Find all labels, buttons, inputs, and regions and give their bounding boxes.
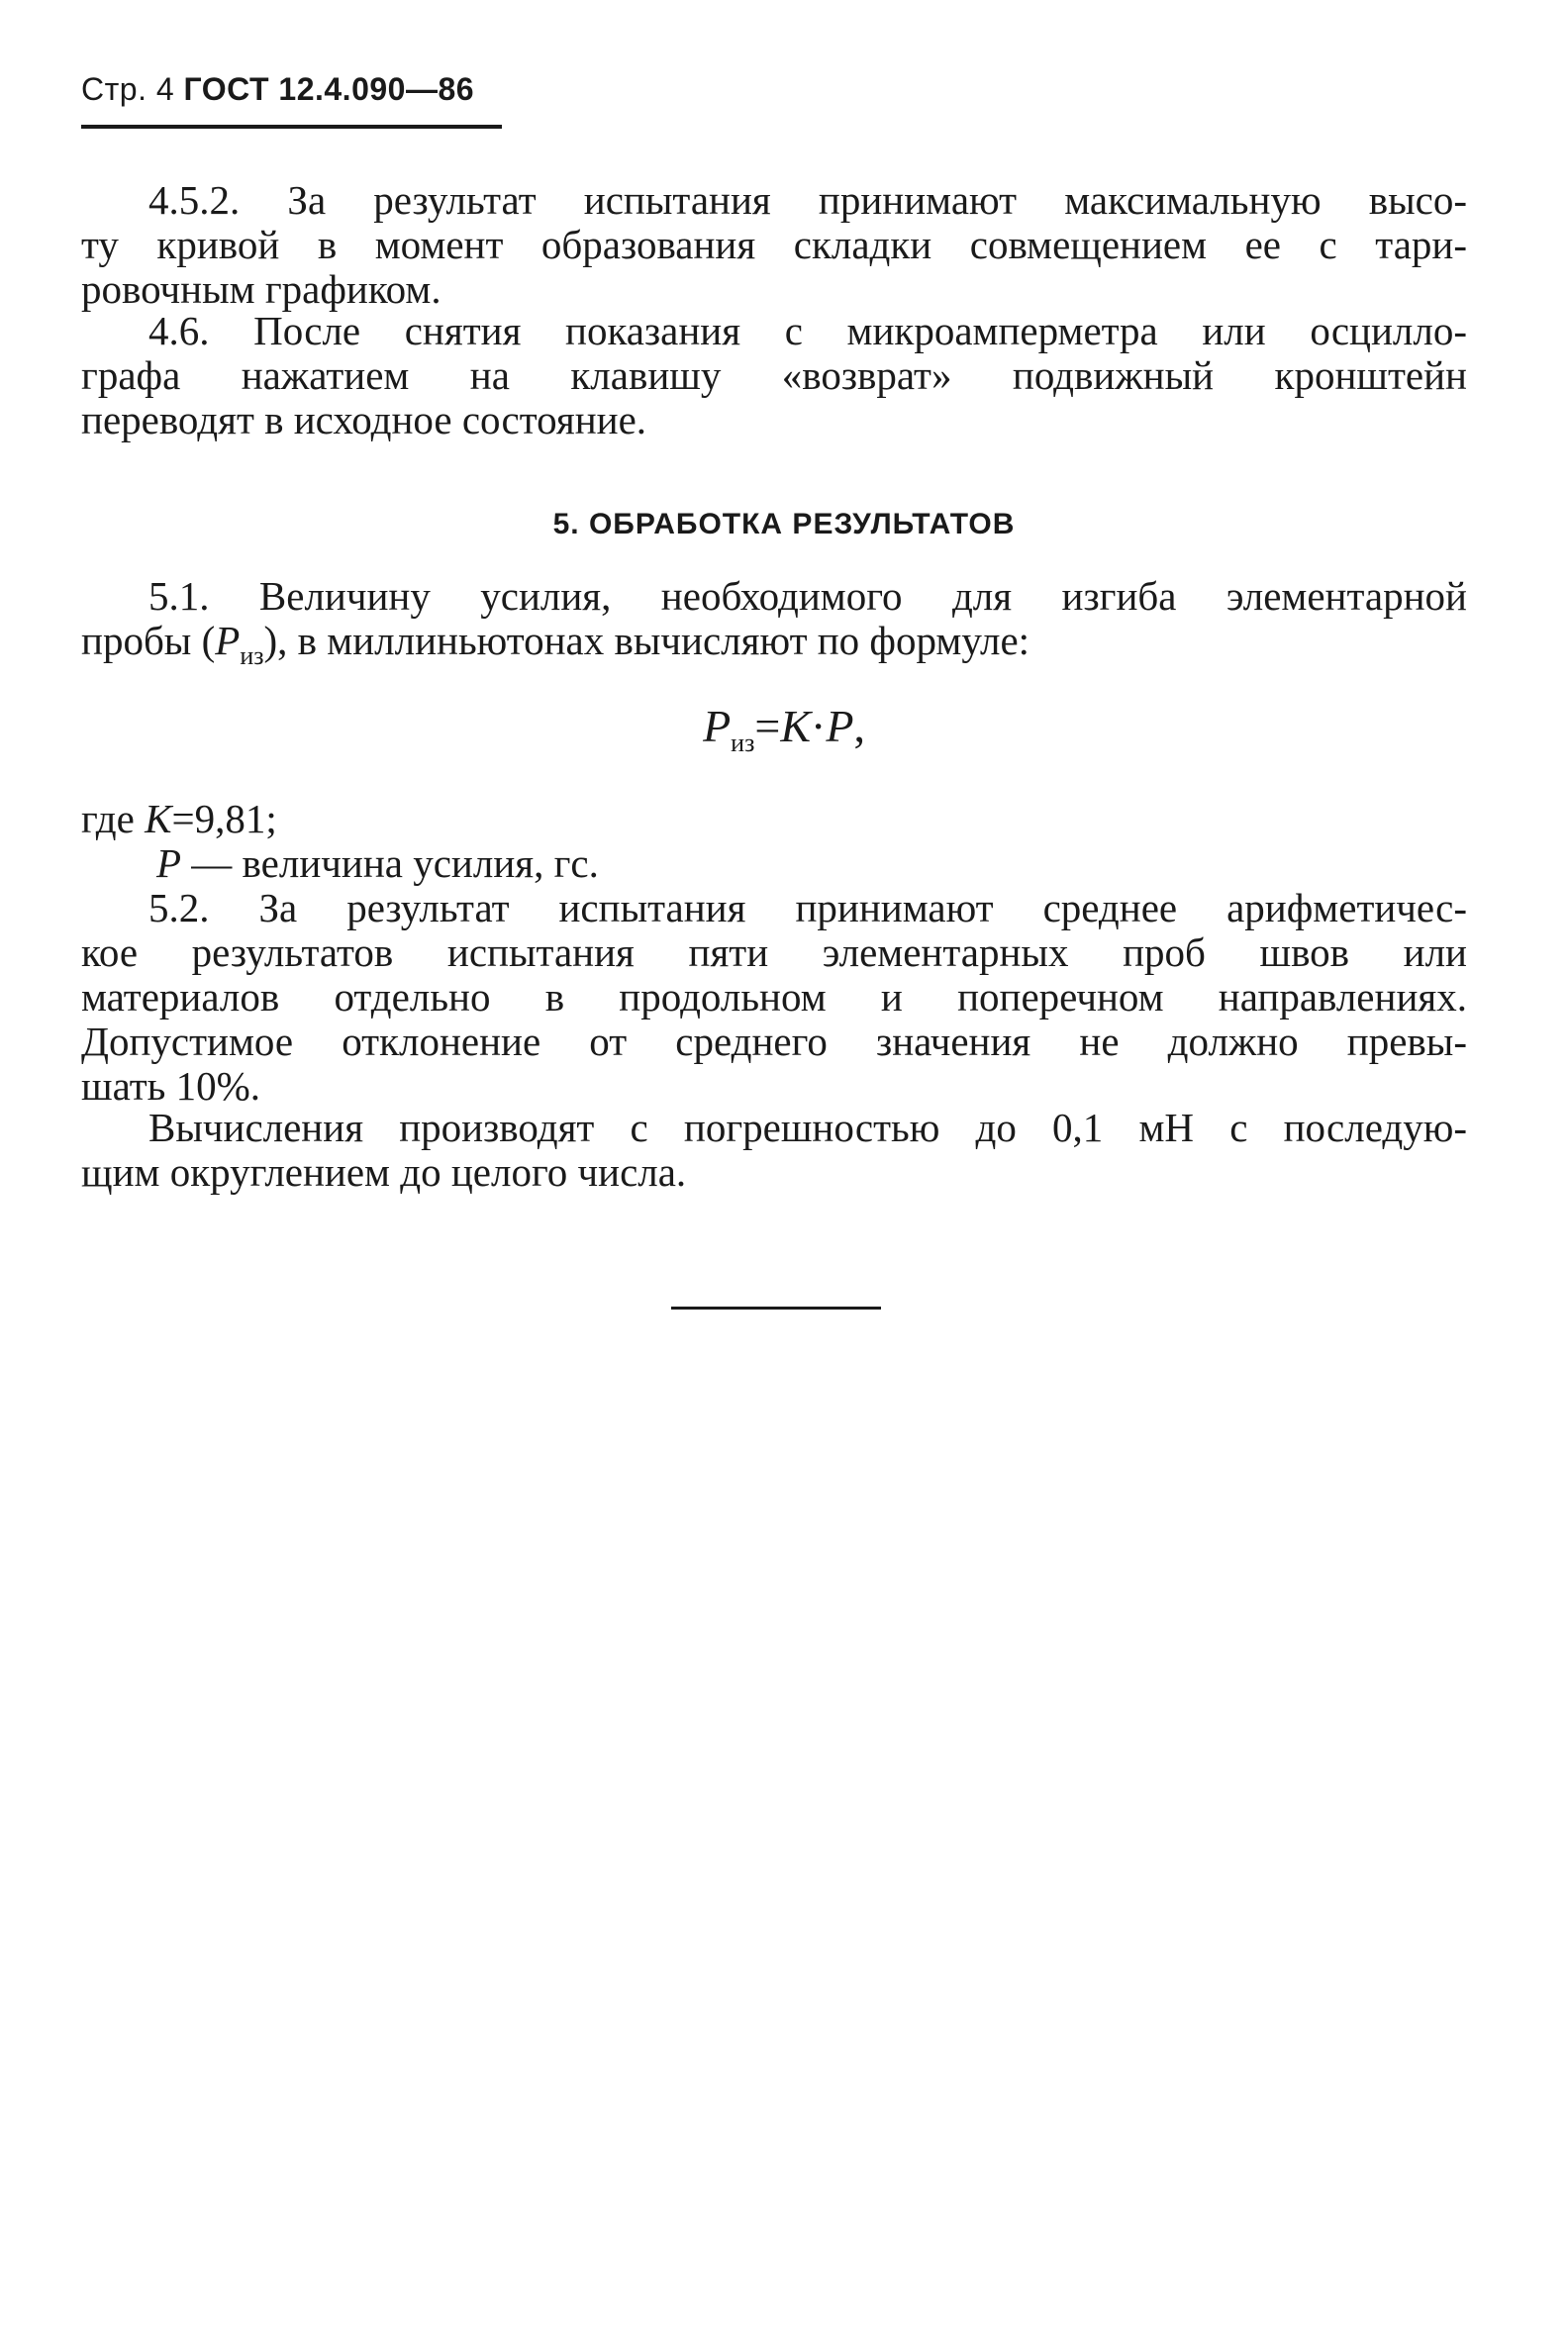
paragraph-5-1 [81, 574, 1467, 678]
paragraph-line: 4.5.2. За результат испытания принимают максимальную высо- [148, 177, 1467, 223]
paragraph-line: Допустимое отклонение от среднего значения не должно превы- [81, 1019, 1467, 1064]
standard-number: ГОСТ 12.4.090—86 [183, 71, 475, 107]
paragraph-line: материалов отдельно в продольном и поперечном направлениях. [81, 974, 1467, 1020]
page-number: Стр. 4 [81, 71, 175, 107]
paragraph-line: щим округлением до целого числа. [81, 1149, 687, 1195]
paragraph-line: ровочным графиком. [81, 266, 441, 312]
section-heading: 5. ОБРАБОТКА РЕЗУЛЬТАТОВ [552, 508, 1016, 540]
paragraph-line: 4.6. После снятия показания с микроамперметра или осцилло- [148, 308, 1467, 353]
paragraph-line: пробы $(P_{из})$, в миллиньютонах вычисляют по формуле: [81, 618, 1030, 670]
formula-legend [81, 797, 1467, 886]
end-divider [671, 1307, 881, 1310]
header-divider [81, 125, 502, 129]
legend-p: P — величина усилия, гс. [156, 840, 599, 886]
paragraph-line: Вычисления производят с погрешностью до 0,1 мН с последую- [148, 1105, 1467, 1150]
paragraph-4-5-2 [81, 178, 1467, 312]
formula: $P_{из}=K\cdot P$, [703, 701, 865, 757]
paragraph-4-6 [81, 309, 1467, 442]
paragraph-line: 5.1. Величину усилия, необходимого для изгиба элементарной [148, 573, 1467, 619]
paragraph-line: 5.2. За результат испытания принимают среднее арифметичес- [148, 885, 1467, 930]
page-header [81, 71, 474, 108]
paragraph-calculation [81, 1106, 1467, 1195]
paragraph-line: переводят в исходное состояние. [81, 397, 647, 442]
paragraph-5-2 [81, 886, 1467, 1109]
paragraph-line: ту кривой в момент образования складки совмещением ее с тари- [81, 222, 1467, 267]
paragraph-line: графа нажатием на клавишу «возврат» подвижный кронштейн [81, 352, 1467, 398]
paragraph-line: кое результатов испытания пяти элементарных проб швов или [81, 929, 1467, 975]
legend-k: где K=9,81; [81, 796, 277, 841]
paragraph-line: шать 10%. [81, 1063, 260, 1109]
